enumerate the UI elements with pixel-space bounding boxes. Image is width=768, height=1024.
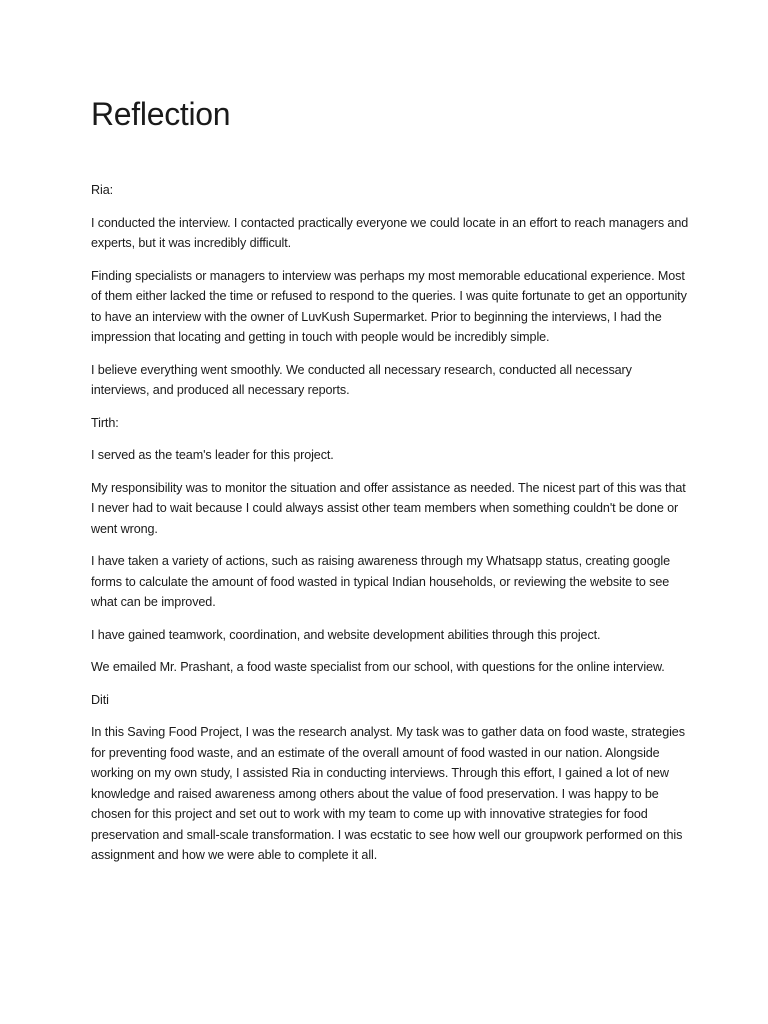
- paragraph: I served as the team's leader for this project.: [91, 448, 334, 462]
- paragraph: My responsibility was to monitor the situation and offer assistance as needed. The nicest part of this was that I never had to wait because I could always assist other team members when something couldn't be done or went wrong.: [91, 480, 686, 536]
- document-body: [91, 94, 691, 878]
- paragraph: I have taken a variety of actions, such as raising awareness through my Whatsapp status, creating google forms to calculate the amount of food wasted in typical Indian households, or reviewing the website to see what can be improved.: [91, 554, 671, 609]
- paragraph: I have gained teamwork, coordination, and website development abilities through this project.: [91, 627, 601, 642]
- speaker-name: Ria:: [91, 183, 113, 197]
- paragraph: Finding specialists or managers to interview was perhaps my most memorable educational experience. Most of them either lacked the time or refused to respond to the queries. I was quite fortunate to get an opportunity to have an interview with the owner of LuvKush Supermarket. Prior to beginning the interviews, I had the impression that locating and getting in touch with people would be incredibly simple.: [91, 268, 687, 344]
- paragraph: In this Saving Food Project, I was the research analyst. My task was to gather data on food waste, strategies for preventing food waste, and an estimate of the overall amount of food wasted in our nation. Alongside working on my own study, I assisted Ria in conducting interviews. Through this effort, I gained a lot of new knowledge and raised awareness among others about the value of food preservation. I was happy to be chosen for this project and set out to work with my team to come up with innovative strategies for food preservation and small-scale transformation. I was ecstatic to see how well our groupwork performed on this assignment and how we were able to complete it all.: [91, 725, 685, 862]
- section-diti: [91, 690, 691, 866]
- paragraph: I conducted the interview. I contacted practically everyone we could locate in an effort to reach managers and experts, but it was incredibly difficult.: [91, 215, 689, 250]
- section-ria: [91, 180, 691, 401]
- section-tirth: [91, 413, 691, 678]
- paragraph: We emailed Mr. Prashant, a food waste specialist from our school, with questions for the online interview.: [91, 660, 665, 674]
- page-title: Reflection: [91, 96, 231, 132]
- speaker-name: Diti: [91, 692, 109, 707]
- paragraph: I believe everything went smoothly. We conducted all necessary research, conducted all necessary interviews, and produced all necessary reports.: [91, 362, 632, 397]
- speaker-name: Tirth:: [91, 415, 119, 430]
